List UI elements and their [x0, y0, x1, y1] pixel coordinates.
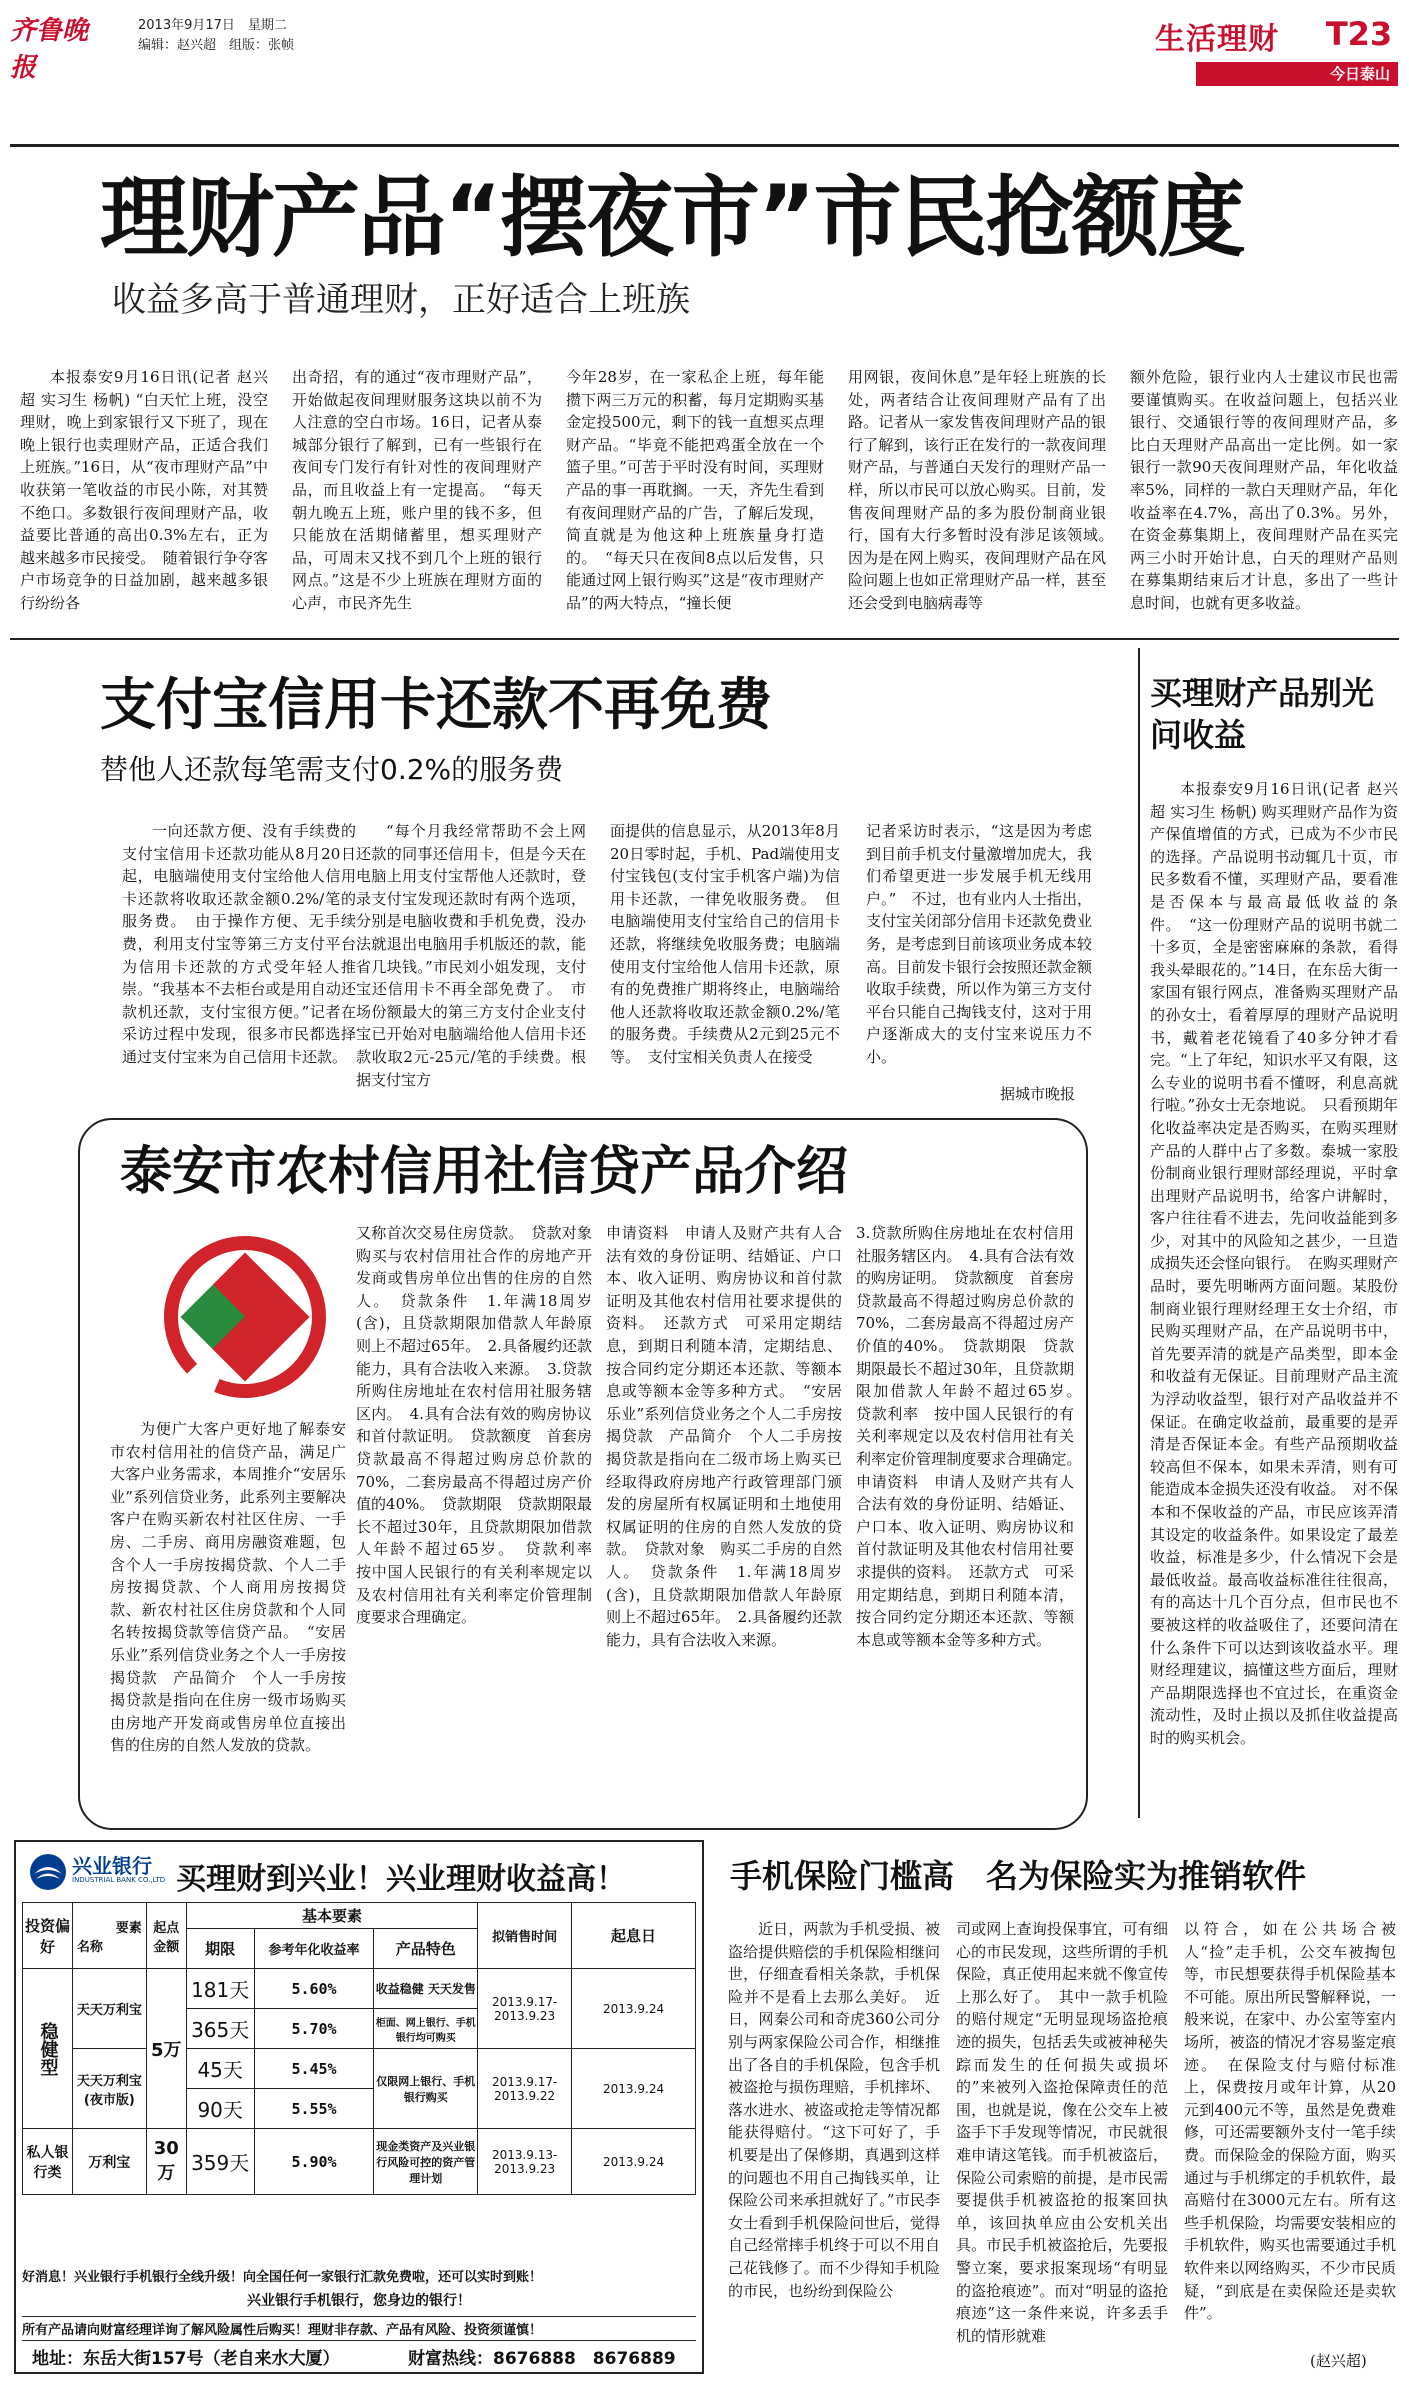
article5-column-2: 司或网上查询投保事宜，可有细心的市民发现，这些所谓的手机保险，真正使用起来就不像宣传上那么好了。 其中一款手机险的赔付规定“无明显现场盗抢痕迹的损失，包括丢失或被神秘失踪而发生的任何损失或损坏的”来被列入盗抢保障责任的范围，也就是说，像在公交车上被盗手下手发现等情况，市民就很难申请这笔钱。而手机被盗后，保险公司索赔的前提，是市民需要提供手机被盗抢的报案回执单，该回执单应由公安机关出具。市民手机被盗抢后，先要报警立案，要求报案现场“有明显的盗抢痕迹”。而对“明显的盗抢痕迹”这一条件来说，许多丢手机的情形就难: [956, 1920, 1168, 2345]
product-sale-time: 2013.9.17-2013.9.22: [478, 2049, 572, 2129]
article5-column-3: 以符合，如在公共场合被人“捡”走手机，公交车被掏包等，市民想要获得手机保险基本不可能。原出所民警解释说，一般来说，在家中、办公室等室内场所，被盗的情况才容易鉴定痕迹。 在保险支付与赔付标准上，保费按月或年计算，从20元到400元不等，虽然是免费难修，可还需要额外支付一笔手续费。而保险金的保险方面，购买通过与手机绑定的手机软件，最高赔付在3000元左右。所有这些手机保险，均需要安装相应的手机软件，购买也需要通过手机软件来以网络购买，不少市民质疑，“到底是在卖保险还是卖软件”。: [1184, 1920, 1396, 2323]
product-min-amount: 30万: [146, 2129, 186, 2195]
article2-column-3: 面提供的信息显示，从2013年8月20日零时起，手机、Pad端使用支付宝钱包(支付宝手机客户端)为信用卡还款，一律免收服务费。 但电脑端使用支付宝给自己的信用卡还款，将继续免收服务费；电脑端使用支付宝给他人信用卡还款，原有的免费推广期将终止，电脑端给他人还款将收取还款金额0.2%/笔的服务费。手续费从2元到25元不等。 支付宝相关负责人在接受: [610, 822, 840, 1066]
product-name: 天天万利宝: [72, 1969, 146, 2049]
header-basic: 基本要素: [186, 1903, 477, 1929]
subheadline-alipay: 替他人还款每笔需支付0.2%的服务费: [100, 753, 564, 786]
header-start-date: 起息日: [572, 1903, 696, 1969]
article3-body: 本报泰安9月16日讯(记者 赵兴超 实习生 杨帆) 购买理财产品作为资产保值增值的方式，已成为不少市民的选择。产品说明书动辄几十页，市民多数看不懂，买理财产品，要看准是否保本与最高最低收益的条件。 “这一份理财产品的说明书就二十多页，全是密密麻麻的条款，看得我头晕眼花的。”14日，在东岳大街一家国有银行网点，准备购买理财产品的孙女士，看着厚厚的理财产品说明书，戴着老花镜看了40多分钟才看完。“上了年纪，知识水平又有限，这么专业的说明书看不懂呀，利息高就行啦。”孙女士无奈地说。 只看预期年化收益率决定是否购买，在购买理财产品的人群中占了多数。泰城一家股份制商业银行理财部经理说，平时拿出理财产品说明书，给客户讲解时，客户往往看不进去，先问收益能到多少，对其中的风险知之甚少，一旦造成损失还会怪向银行。 在购买理财产品时，要先明晰两方面问题。某股份制商业银行理财经理王女士介绍，市民购买理财产品，在产品说明书中，首先要弄清的就是产品类型，即本金和收益有无保证。目前理财产品主流为浮动收益型，银行对产品收益并不保证。在确定收益前，最重要的是弄清是否保证本金。有些产品预期收益较高但不保本，如果未弄清，则有可能造成本金损失还没有收益。 对不保本和不保收益的产品，市民应该弄清其设定的收益条件。如果设定了最差收益，标准是多少，什么情况下会是最低收益。最高收益标准往往很高，有的高达十几个百分点，但市民也不要被这样的收益吸住了，还要问清在什么条件下可以达到该收益水平。理财经理建议，搞懂这些方面后，理财产品期限选择也不宜过长，在重资金流动性，及时止损以及抓住收益提高时的购买机会。: [1150, 780, 1398, 1747]
product-yield: 5.45%: [254, 2049, 374, 2089]
bank-logo: 兴业银行 INDUSTRIAL BANK CO.,LTD: [28, 1850, 178, 1894]
product-feature: 柜面、网上银行、手机银行均可购买: [374, 2009, 478, 2049]
product-start-date: 2013.9.24: [572, 2049, 696, 2129]
date-line: 2013年9月17日 星期二: [138, 18, 287, 33]
headline-buy-wisely: 买理财产品别光问收益: [1150, 674, 1375, 754]
article1-column-3: 今年28岁，在一家私企上班，每年能攒下两三万元的积蓄，每月定期购买基金定投500元，剩下的钱一直想买点理财产品。“毕竟不能把鸡蛋全放在一个篮子里。”可苦于平时没有时间，买理财产品的事一再耽搁。一天，齐先生看到有夜间理财产品的广告，了解后发现，简直就是为他这种上班族量身打造的。 “每天只在夜间8点以后发售，只能通过网上银行购买”这是“夜市理财产品”的两大特点，“撞长便: [566, 368, 824, 612]
bank-hotline: 财富热线：8676888 8676889: [408, 2349, 676, 2369]
bank-logo-icon: [28, 1852, 68, 1892]
product-term: 45天: [186, 2049, 254, 2089]
product-start-date: 2013.9.24: [572, 1969, 696, 2049]
header-invest-pref: 投资偏好: [23, 1903, 73, 1969]
credit-union-column-2: 又称首次交易住房贷款。 贷款对象 购买与农村信用社合作的房地产开发商或售房单位出售的住房的自然人。 贷款条件 1.年满18周岁(含)，且贷款期限加借款人年龄原则上不超过65年。 2.具备履约还款能力，具有合法收入来源。 3.贷款所购住房地址在农村信用社服务辖区内。 4.具有合法有效的购房协议和首付款证明。 贷款额度 首套房贷款最高不得超过购房总价款的70%，二套房最高不得超过房产价值的40%。 贷款期限 贷款期限最长不超过30年，且贷款期限加借款人年龄不超过65岁。 贷款利率 按中国人民银行的有关利率规定以及农村信用社有关利率定价管理制度要求合理确定。: [356, 1224, 608, 1627]
article5-credit: (赵兴超): [1310, 2352, 1367, 2370]
bank-footer-mobile: 兴业银行手机银行，您身边的银行！: [247, 2293, 471, 2309]
article2-column-1: 一向还款方便、没有手续费的支付宝信用卡还款功能从8月20日起，电脑端使用支付宝给他人信用卡还款将收取还款金额0.2%/笔的服务费。 由于操作方便、无手续费，利用支付宝等第三方支付平台为信用卡还款的方式受年轻人推崇。“我基本不去柜台或是用自动还款机还款，支付宝很方便。”记者在采访过程中发现，很多市民都选择通过支付宝来为自己信用卡还款。: [122, 822, 356, 1066]
article2-column-2: “每个月我经常帮助不会上网还款的同事还信用卡，但是今天在电脑上用支付宝帮他人还款时，登录支付宝发现还款时有两个选项，分别是电脑收费和手机免费，没办法就退出电脑用手机版还的款，能省几块钱。”市民刘小姐发现，支付宝还信用卡不再全部免费了。 市场份额最大的第三方支付企业支付宝已开始对电脑端给他人信用卡还款收取2元-25元/笔的手续费。根据支付宝方: [356, 822, 586, 1089]
credit-union-logo: [160, 1232, 330, 1402]
newspaper-logo: 齐鲁晚报: [10, 16, 89, 83]
header-sale-time: 拟销售时间: [478, 1903, 572, 1969]
header-term: 期限: [186, 1929, 254, 1969]
article2-column-4: 记者采访时表示，“这是因为考虑到目前手机支付量激增加虎大，我们希望更进一步发展手机无线用户。” 不过，也有业内人士指出，支付宝关闭部分信用卡还款免费业务，是考虑到目前该项业务成本较高。目前发卡银行会按照还款金额收取手续费，所以作为第三方支付平台只能自己掏钱支付，这对于用户逐渐成大的支付宝来说压力不小。: [866, 822, 1092, 1066]
article2-credit: 据城市晚报: [1000, 1085, 1076, 1103]
article1-divider: [10, 638, 1399, 640]
header-rule: [10, 144, 1399, 147]
header-min-amount: 起点金额: [146, 1903, 186, 1969]
product-feature: 仅限网上银行、手机银行购买: [374, 2049, 478, 2129]
right-column-divider: [1138, 648, 1140, 1818]
header-yield: 参考年化收益率: [254, 1929, 374, 1969]
article1-column-1: 本报泰安9月16日讯(记者 赵兴超 实习生 杨帆) “白天忙上班，没空理财，晚上到家银行又下班了，现在晚上银行也卖理财产品，正适合我们上班族。”16日，从“夜市理财产品”中收获第一笔收益的市民小陈，对其赞不绝口。多数银行夜间理财产品，收益要比普通的高出0.3%左右，正为越来越多市民接受。 随着银行争夺客户市场竞争的日益加剧，越来越多银行纷纷各: [20, 368, 268, 612]
headline-phone-insurance: 手机保险门槛高 名为保险实为推销软件: [730, 1857, 1307, 1895]
bank-footer-news: 好消息！兴业银行手机银行全线升级！向全国任何一家银行汇款免费啦，还可以实时到账！: [22, 2270, 543, 2285]
product-yield: 5.90%: [254, 2129, 374, 2195]
product-start-date: 2013.9.24: [572, 2129, 696, 2195]
article1-column-4: 用网银，夜间休息”是年轻上班族的长处，两者结合让夜间理财产品有了出路。记者从一家发售夜间理财产品的银行了解到，该行正在发行的一款夜间理财产品，与普通白天发行的理财产品一样，所以市民可以放心购买。目前，发售夜间理财产品的多为股份制商业银行，国有大行多暂时没有涉足该领域。 因为是在网上购买，夜间理财产品在风险问题上也如正常理财产品一样，甚至还会受到电脑病毒等: [848, 368, 1122, 612]
credit-union-intro: 为便广大客户更好地了解泰安市农村信用社的信贷产品，满足广大客户业务需求，本周推介“安居乐业”系列信贷业务，此系列主要解决客户在购买新农村社区住房、一手房、二手房、商用房融资难题，包含个人一手房按揭贷款、个人二手房按揭贷款、个人商用房按揭贷款、新农村社区住房贷款和个人同名转按揭贷款等信贷产品。 “安居乐业”系列信贷业务之个人一手房按揭贷款 产品简介 个人一手房按揭贷款是指向在住房一级市场购买由房地产开发商或售房单位直接出售的住房的自然人发放的贷款。: [110, 1420, 346, 1755]
header-name: 名称: [76, 1939, 103, 1955]
headline-alipay: 支付宝信用卡还款不再免费: [100, 673, 772, 738]
bank-footer-disclaimer: 所有产品请向财富经理详询了解风险属性后购买！理财非存款、产品有风险、投资须谨慎！: [22, 2316, 696, 2341]
product-yield: 5.60%: [254, 1969, 374, 2009]
product-name: 万利宝: [72, 2129, 146, 2195]
editor-line: 编辑：赵兴超 组版：张帧: [138, 38, 295, 53]
article1-column-5: 额外危险，银行业内人士建议市民也需要谨慎购买。在收益问题上，包括兴业银行、交通银行等的夜间理财产品，多比白天理财产品高出一定比例。如一家银行一款90天夜间理财产品，年化收益率5%，同样的一款白天理财产品，年化收益率在4.7%，高出了0.3%。另外，在资金募集期上，夜间理财产品在买完两三小时开始计息，白天的理财产品则在募集期结束后才计息，多出了一些计息时间，也就有更多收益。: [1130, 368, 1398, 612]
bank-address: 地址：东岳大街157号（老自来水大厦）: [32, 2349, 340, 2369]
product-yield: 5.70%: [254, 2009, 374, 2049]
bank-ad: [14, 1840, 704, 2374]
section-title: 生活理财: [1155, 22, 1279, 57]
product-feature: 现金类资产及兴业银行风险可控的资产管理计划: [374, 2129, 478, 2195]
headline-night-market: 理财产品“摆夜市”市民抢额度: [100, 166, 1244, 269]
product-table: [22, 1902, 696, 2195]
bank-slogan: 买理财到兴业！兴业理财收益高！: [176, 1862, 626, 1897]
subheadline-night-market: 收益多高于普通理财，正好适合上班族: [112, 280, 690, 320]
product-min-amount: 5万: [146, 1969, 186, 2129]
product-feature: 收益稳健 天天发售: [374, 1969, 478, 2009]
credit-union-column-4: 3.贷款所购住房地址在农村信用社服务辖区内。 4.具有合法有效的购房证明。 贷款额度 首套房贷款最高不得超过购房总价款的70%，二套房最高不得超过房产价值的40%。 贷款期限 贷款期限最长不超过30年，且贷款期限加借款人年龄不超过65岁。 贷款利率 按中国人民银行的有关利率规定以及农村信用社有关利率定价管理制度要求合理确定。 申请资料 申请人及财产共有人合法有效的身份证明、结婚证、户口本、收入证明、购房协议和首付款证明及其他农村信用社要求提供的资料。 还款方式 可采用定期结息，到期日利随本清，按合同约定分期还本还款、等额本息或等额本金等多种方式。: [856, 1224, 1090, 1649]
subsection-label: 今日泰山: [1196, 62, 1398, 86]
page-number: T23: [1320, 12, 1398, 56]
article5-column-1: 近日，两款为手机受损、被盗给提供赔偿的手机保险相继问世，仔细查看相关条款，手机保险并不是看上去那么美好。 近日，网秦公司和奇虎360公司分别与两家保险公司合作，相继推出了各自的手机保险，包含手机被盗抢与损伤理赔，手机摔坏、落水进水、被盗或抢走等情况都能获得赔付。“这下可好了，手机要是出了保修期，真遇到这样的问题也不用自己掏钱买单，让保险公司来承担就好了。”市民李女士看到手机保险问世后，觉得自己经常摔手机终于可以不用自己花钱修了。而不少得知手机险的市民，也纷纷到保险公: [728, 1920, 940, 2300]
group-stable: 稳健型: [23, 1969, 73, 2129]
credit-union-column-3: 申请资料 申请人及财产共有人合法有效的身份证明、结婚证、户口本、收入证明、购房协议和首付款证明及其他农村信用社要求提供的资料。 还款方式 可采用定期结息，到期日利随本清，定期结息、按合同约定分期还本还款、等额本息或等额本金等多种方式。 “安居乐业”系列信贷业务之个人二手房按揭贷款 产品简介 个人二手房按揭贷款是指向在二级市场上购买已经取得政府房地产行政管理部门颁发的房屋所有权属证明和土地使用权属证明的住房的自然人发放的贷款。 贷款对象 购买二手房的自然人。 贷款条件 1.年满18周岁(含)，且贷款期限加借款人年龄原则上不超过65年。 2.具备履约还款能力，具有合法收入来源。: [606, 1224, 842, 1649]
product-sale-time: 2013.9.13-2013.9.23: [478, 2129, 572, 2195]
product-term: 365天: [186, 2009, 254, 2049]
headline-credit-union: 泰安市农村信用社信贷产品介绍: [120, 1142, 849, 1202]
product-yield: 5.55%: [254, 2089, 374, 2129]
article1-column-2: 出奇招，有的通过“夜市理财产品”，开始做起夜间理财服务这块以前不为人注意的空白市场。16日，记者从泰城部分银行了解到，已有一些银行在夜间专门发行有针对性的夜间理财产品，而且收益上有一定提高。 “每天朝九晚五上班，账户里的钱不多，但只能放在活期储蓄里，想买理财产品，可周末又找不到几个上班的银行网点。”这是不少上班族在理财方面的心声，市民齐先生: [292, 368, 542, 612]
product-term: 181天: [186, 1969, 254, 2009]
group-private-banking: 私人银行类: [23, 2129, 73, 2195]
header-feature: 产品特色: [374, 1929, 478, 1969]
product-name: 天天万利宝(夜市版): [72, 2049, 146, 2129]
product-sale-time: 2013.9.17-2013.9.23: [478, 1969, 572, 2049]
product-term: 90天: [186, 2089, 254, 2129]
header-elements: 要素: [115, 1920, 142, 1936]
product-term: 359天: [186, 2129, 254, 2195]
